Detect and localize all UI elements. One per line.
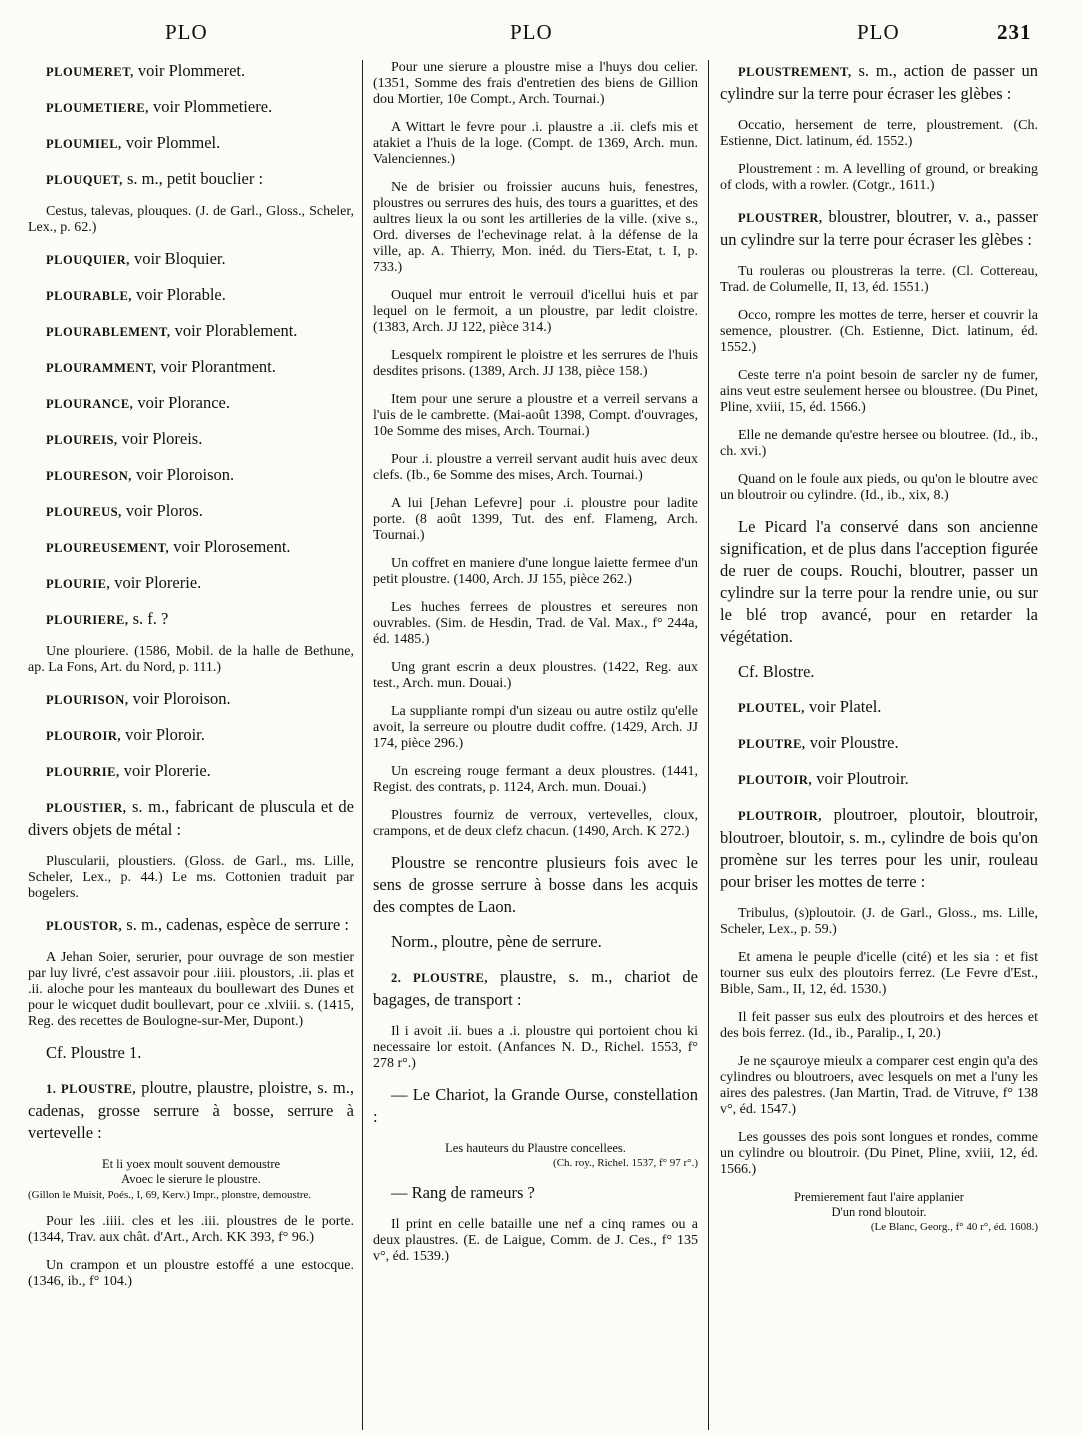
entry: 2. PLOUSTRE, plaustre, s. m., chariot de bagages, de transport : (373, 967, 698, 1009)
citation: Et amena le peuple d'icelle (cité) et les sia : et fist tourner sus eulx des ploutoirs ferrez. (Le Fevre d'Est., Bible, Sam., II, 12, éd. 1530.) (720, 950, 1038, 997)
citation: Ceste terre n'a point besoin de sarcler ny de fumer, ains veut estre seulement hersee ou bloustree. (Du Pinet, Pline, xviii, 15, éd. 1566.) (720, 368, 1038, 415)
running-head-right: PLO (857, 20, 900, 44)
verse-citation: (Ch. roy., Richel. 1537, f° 97 r°.) (553, 1157, 698, 1169)
entry: PLOUROIR, voir Ploroir. (46, 725, 205, 744)
citation: Pluscularii, ploustiers. (Gloss. de Garl., ms. Lille, Scheler, Lex., p. 44.) Le ms. Cottonien traduit par bogelers. (28, 854, 354, 901)
entry: PLOURANCE, voir Plorance. (46, 393, 230, 412)
entry: PLOUSTIER, s. m., fabricant de pluscula et de divers objets de métal : (28, 797, 354, 839)
verse-line: Premierement faut l'aire applanier (794, 1190, 964, 1204)
citation: Pour les .iiii. cles et les .iii. ploustres de le porte. (1344, Trav. aux chât. d'Art., Arch. KK 393, f° 96.) (28, 1214, 354, 1245)
cross-reference: Cf. Ploustre 1. (46, 1043, 142, 1062)
entry: PLOUMERET, voir Plommeret. (46, 61, 246, 80)
citation: Pour une sierure a ploustre mise a l'huys dou celier. (1351, Somme des frais d'entretien des biens de Gillion dou Mortier, 10e Compt., Arch. Tournai.) (373, 60, 698, 107)
verse-line: Et li yoex moult souvent demoustre (101, 1157, 281, 1171)
citation: Ne de brisier ou froissier aucuns huis, fenestres, ploustres ou serrures des huis, des tours a guarittes, et des aultres lieux la ou sont les artilleries de la ville. (xive s., Ord. diverses de l'echevinage relat. à la défense de la ville, ap. A. Thierry, Mon. inéd. du Tiers-Etat, t. I, p. 733.) (373, 180, 698, 275)
column-2 (373, 60, 698, 1277)
entry: PLOURRIE, voir Plorerie. (46, 761, 211, 780)
citation: Un escreing rouge fermant a deux ploustres. (1441, Regist. des contrats, p. 1124, Arch. mun. Douai.) (373, 764, 698, 795)
paragraph: Le Picard l'a conservé dans son ancienne signification, et de plus dans l'acception figurée de ruer de coups. Rouchi, bloutrer, passer un cylindre sur la terre pour la rendre unie, ou sur le blé trop avancé, pour en retarder la végétation. (720, 517, 1038, 646)
entry: PLOURABLE, voir Plorable. (46, 285, 226, 304)
entry: PLOURIE, voir Plorerie. (46, 573, 202, 592)
citation: La suppliante rompi d'un sizeau ou autre ostilz qu'elle avoit, la serreure ou ploutre dudit coffre. (1429, Arch. JJ 174, pièce 296.) (373, 704, 698, 751)
citation: Ploustrement : m. A levelling of ground, or breaking of clods, with a rowler. (Cotgr., 1611.) (720, 162, 1038, 193)
citation: Tribulus, (s)ploutoir. (J. de Garl., Gloss., ms. Lille, Scheler, Lex., p. 59.) (720, 906, 1038, 937)
entry: PLOUTOIR, voir Ploutroir. (738, 769, 909, 788)
citation: Un coffret en maniere d'une longue laiette fermee d'un petit ploustre. (1400, Arch. JJ 155, pièce 262.) (373, 556, 698, 587)
column-1 (28, 60, 354, 1302)
citation: Elle ne demande qu'estre hersee ou bloutree. (Id., ib., ch. xvi.) (720, 428, 1038, 459)
citation: Il feit passer sus eulx des ploutroirs et des herces et des bois ferrez. (Id., ib., Paralip., I, 20.) (720, 1010, 1038, 1041)
citation: Lesquelx rompirent le ploistre et les serrures de l'huis desdites prisons. (1389, Arch. JJ 138, pièce 158.) (373, 348, 698, 379)
verse-line: Les hauteurs du Plaustre concellees. (445, 1141, 626, 1155)
citation: Il print en celle bataille une nef a cinq rames ou a deux plaustres. (E. de Laigue, Comm. de J. Ces., f° 135 v°, éd. 1539.) (373, 1217, 698, 1264)
entry: PLOURESON, voir Ploroison. (46, 465, 235, 484)
citation: Une plouriere. (1586, Mobil. de la halle de Bethune, ap. La Fons, Art. du Nord, p. 111.) (28, 644, 354, 675)
citation: Tu rouleras ou ploustreras la terre. (Cl. Cottereau, Trad. de Columelle, II, 13, éd. 1551.) (720, 264, 1038, 295)
citation: A Wittart le fevre pour .i. plaustre a .ii. clefs mis et atakiet a l'huis de la loge. (Compt. de 1369, Arch. mun. Valenciennes.) (373, 120, 698, 167)
citation: Pour .i. ploustre a verreil servant audit huis avec deux clefs. (Ib., 6e Somme des mises, Arch. Tournai.) (373, 452, 698, 483)
entry: PLOURABLEMENT, voir Plorablement. (46, 321, 298, 340)
citation: Item pour une serure a ploustre et a verreil servans a l'uis de le cambrette. (Mai-août 1398, Compt. d'ouvrages, 10e Somme des mises, Arch. Tournai.) (373, 392, 698, 439)
citation: Je ne sçauroye mieulx a comparer cest engin qu'a des cylindres ou bloutroers, avec lesquels on met a l'uny les aires des palestres. (Jan Martin, Trad. de Vitruve, f° 138 v°, éd. 1547.) (720, 1054, 1038, 1117)
entry: PLOURISON, voir Ploroison. (46, 689, 231, 708)
entry: PLOUTROIR, ploutroer, ploutoir, bloutroir, bloutroer, bloutoir, s. m., cylindre de bois qu'on promène sur les terres pour les unir, rouleau pour briser les mottes de terre : (720, 805, 1038, 891)
entry: PLOUSTRER, bloustrer, bloutrer, v. a., passer un cylindre sur la terre pour écraser les glèbes : (720, 207, 1038, 249)
entry: PLOUSTOR, s. m., cadenas, espèce de serrure : (46, 915, 349, 934)
citation: Les huches ferrees de ploustres et sereures non ouvrables. (Sim. de Hesdin, Trad. de Val. Max., f° 244a, éd. 1485.) (373, 600, 698, 647)
citation: A lui [Jehan Lefevre] pour .i. ploustre pour ladite porte. (8 août 1399, Tut. des enf. Flameng, Arch. Tournai.) (373, 496, 698, 543)
paragraph: Ploustre se rencontre plusieurs fois avec le sens de grosse serrure à bosse dans les acquis des comptes de Laon. (373, 853, 698, 916)
verse-line: D'un rond bloutoir. (831, 1205, 927, 1219)
entry: 1. PLOUSTRE, ploutre, plaustre, ploistre, s. m., cadenas, grosse serrure à bosse, serrure à vertevelle : (28, 1078, 354, 1142)
entry: PLOURAMMENT, voir Plorantment. (46, 357, 276, 376)
page-number: 231 (997, 20, 1032, 44)
citation: Cestus, talevas, plouques. (J. de Garl., Gloss., Scheler, Lex., p. 62.) (28, 204, 354, 235)
citation: Ung grant escrin a deux ploustres. (1422, Reg. aux test., Arch. mun. Douai.) (373, 660, 698, 691)
cross-reference: Cf. Blostre. (738, 662, 815, 681)
citation: Quand on le foule aux pieds, ou qu'on le bloutre avec un bloutroir ou cylindre. (Id., ib., xix, 8.) (720, 472, 1038, 503)
verse-citation: (Le Blanc, Georg., f° 40 r°, éd. 1608.) (870, 1221, 1038, 1233)
entry: PLOUSTREMENT, s. m., action de passer un cylindre sur la terre pour écraser les glèbes : (720, 61, 1038, 103)
entry: PLOUREUS, voir Ploros. (46, 501, 203, 520)
entry: PLOUREUSEMENT, voir Plorosement. (46, 537, 291, 556)
citation: Ploustres fourniz de verroux, vertevelles, cloux, crampons, et de deux clefz chacun. (1490, Arch. K 272.) (373, 808, 698, 839)
paragraph: — Rang de rameurs ? (391, 1183, 535, 1202)
paragraph: Norm., ploutre, pène de serrure. (391, 932, 602, 951)
citation: Il i avoit .ii. bues a .i. ploustre qui portoient chou ki necessaire lor estoit. (Anfances N. D., Richel. 1553, f° 278 r°.) (373, 1024, 698, 1071)
entry: PLOURIERE, s. f. ? (46, 609, 169, 628)
citation: Ouquel mur entroit le verrouil d'icellui huis et par lequel on le fermoit, a un ploustre, par ledit cloistre. (1383, Arch. JJ 122, pièce 314.) (373, 288, 698, 335)
entry: PLOUMETIERE, voir Plommetiere. (46, 97, 273, 116)
verse-line: Avoec le sierure le ploustre. (121, 1172, 261, 1186)
column-3 (720, 60, 1038, 1246)
entry: PLOUQUET, s. m., petit bouclier : (46, 169, 264, 188)
citation: Les gousses des pois sont longues et rondes, comme un cylindre ou bloutroir. (Du Pinet, Pline, xviii, 12, éd. 1566.) (720, 1130, 1038, 1177)
entry: PLOUMIEL, voir Plommel. (46, 133, 221, 152)
entry: PLOUQUIER, voir Bloquier. (46, 249, 226, 268)
citation: Occo, rompre les mottes de terre, herser et couvrir la semence, ploustrer. (Ch. Estienne, Dict. latinum, éd. 1552.) (720, 308, 1038, 355)
paragraph: — Le Chariot, la Grande Ourse, constellation : (373, 1085, 698, 1126)
entry: PLOUREIS, voir Ploreis. (46, 429, 203, 448)
entry: PLOUTEL, voir Platel. (738, 697, 882, 716)
citation: Un crampon et un ploustre estoffé a une estocque. (1346, ib., f° 104.) (28, 1258, 354, 1289)
entry: PLOUTRE, voir Ploustre. (738, 733, 899, 752)
citation: Occatio, hersement de terre, ploustrement. (Ch. Estienne, Dict. latinum, éd. 1552.) (720, 118, 1038, 149)
column-rule-1 (362, 60, 363, 1430)
running-head-left: PLO (165, 20, 208, 44)
column-rule-2 (708, 60, 709, 1430)
citation: A Jehan Soier, serurier, pour ouvrage de son mestier par luy livré, c'est assavoir pour .iiii. ploustors, .ii. plas et .ii. aloche pour les manteaux du boullewart des Dunes et pour le wicquet dudit boullevart, pour ce .xlviii. s. (1415, Reg. des recettes de Boulogne-sur-Mer, Dupont.) (28, 950, 354, 1029)
running-head-center: PLO (510, 20, 553, 44)
verse-citation: (Gillon le Muisit, Poés., I, 69, Kerv.) Impr., plonstre, demoustre. (28, 1189, 312, 1201)
